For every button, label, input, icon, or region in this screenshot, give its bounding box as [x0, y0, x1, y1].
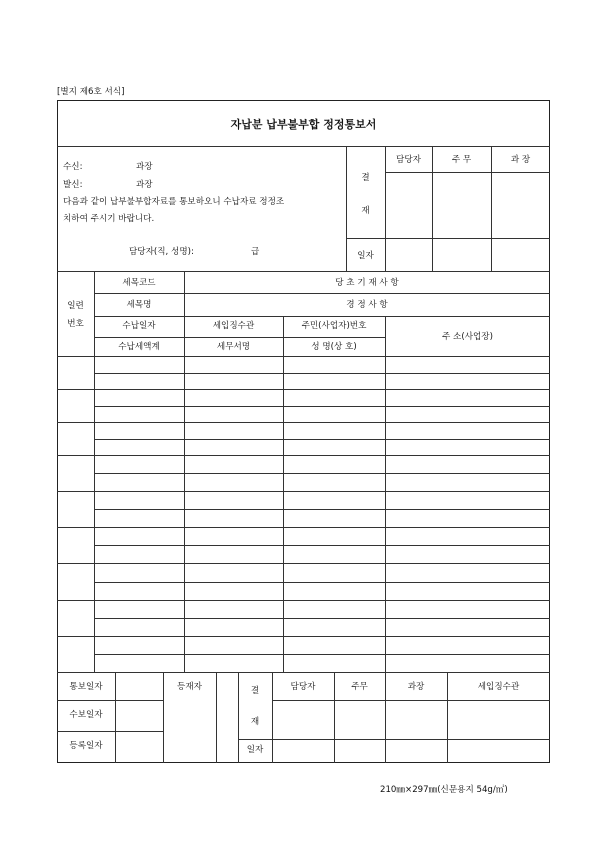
record-sub-line: [94, 406, 550, 407]
th-tax-code: 세목코드: [122, 278, 156, 288]
serial-label-2: 번호: [67, 319, 84, 329]
footer-col-revenue-officer: 세입징수관: [477, 682, 520, 692]
record-sub-line: [94, 618, 550, 619]
approval-header-line: [385, 172, 550, 173]
record-group-line: [57, 389, 550, 390]
footer-line: [57, 700, 163, 701]
record-group-line: [57, 636, 550, 637]
record-sub-line: [94, 654, 550, 655]
form-title: 자납분 납부불부합 정정통보서: [230, 118, 377, 131]
footer-gyeol: 결: [250, 686, 260, 696]
approval-col-line: [491, 146, 492, 271]
th-correction: 경 정 사 항: [346, 300, 388, 310]
th-original: 당 초 기 재 사 항: [335, 278, 399, 288]
approval-col-line: [432, 146, 433, 271]
approval-date-label: 일자: [357, 251, 374, 261]
footer-col-chief: 주무: [351, 682, 368, 692]
record-group-line: [57, 563, 550, 564]
approval-col-officer: 담당자: [396, 155, 421, 165]
footer-col-director: 과장: [407, 682, 425, 692]
th-address: 주 소(사업장): [442, 332, 493, 342]
footer-top-line: [57, 672, 550, 673]
notice-date-label: 통보일자: [69, 682, 103, 692]
approval-col-chief: 주 무: [451, 155, 472, 165]
footer-line: [57, 731, 163, 732]
footer-date: 일자: [246, 745, 264, 755]
row-line: [94, 337, 385, 338]
register-date-label: 등록일자: [69, 741, 103, 751]
officer-label: 담당자(직, 성명):: [129, 247, 194, 257]
th-id-number: 주민(사업자)번호: [301, 321, 367, 331]
serial-label-1: 일련: [67, 301, 84, 311]
footer-line: [272, 700, 550, 701]
recipient-label: 수신:: [63, 162, 83, 172]
form-code: [별지 제6호 서식]: [57, 87, 125, 97]
officer-suffix: 급: [251, 247, 260, 257]
approval-gyeol: 결: [361, 173, 370, 183]
record-sub-line: [94, 473, 550, 474]
record-group-line: [57, 527, 550, 528]
record-group-line: [57, 455, 550, 456]
record-group-line: [57, 356, 550, 357]
footer-col-line: [115, 672, 116, 763]
th-name: 성 명(상 호): [311, 342, 357, 352]
record-sub-line: [94, 545, 550, 546]
title-divider: [57, 146, 550, 147]
col-line: [184, 271, 185, 672]
body-line-1: 다음과 같이 납부불부합자료를 통보하오니 수납자료 정정조: [63, 197, 285, 207]
record-group-line: [57, 422, 550, 423]
sender-label: 발신:: [63, 180, 83, 190]
paper-spec: 210㎜×297㎜(신문용지 54g/㎡): [380, 785, 508, 795]
record-group-line: [57, 491, 550, 492]
row-line: [94, 316, 550, 317]
footer-col-officer: 담당자: [290, 682, 316, 692]
table-top-line: [57, 271, 550, 272]
record-sub-line: [94, 373, 550, 374]
approval-divider: [385, 146, 386, 271]
th-receipt-total: 수납세액계: [118, 342, 160, 352]
th-tax-office: 세무서명: [216, 342, 251, 352]
th-revenue-officer: 세입징수관: [212, 321, 255, 331]
approval-date-line: [346, 238, 550, 239]
approval-jae: 재: [361, 206, 370, 216]
serial-column-line: [94, 271, 95, 672]
sender-value: 과장: [136, 180, 153, 190]
record-sub-line: [94, 439, 550, 440]
approval-col-director: 과 장: [510, 155, 531, 165]
recipient-value: 과장: [136, 162, 153, 172]
th-tax-name: 세목명: [126, 300, 152, 310]
registrar-label: 등재자: [177, 682, 202, 692]
footer-line: [238, 739, 550, 740]
footer-col-line: [216, 672, 217, 763]
body-line-2: 치하여 주시기 바랍니다.: [63, 214, 155, 224]
th-receipt-date: 수납일자: [122, 321, 156, 331]
row-line: [94, 293, 550, 294]
record-sub-line: [94, 509, 550, 510]
record-group-line: [57, 600, 550, 601]
footer-jae: 재: [250, 717, 260, 727]
record-sub-line: [94, 582, 550, 583]
receipt-date-label: 수보일자: [69, 710, 103, 720]
